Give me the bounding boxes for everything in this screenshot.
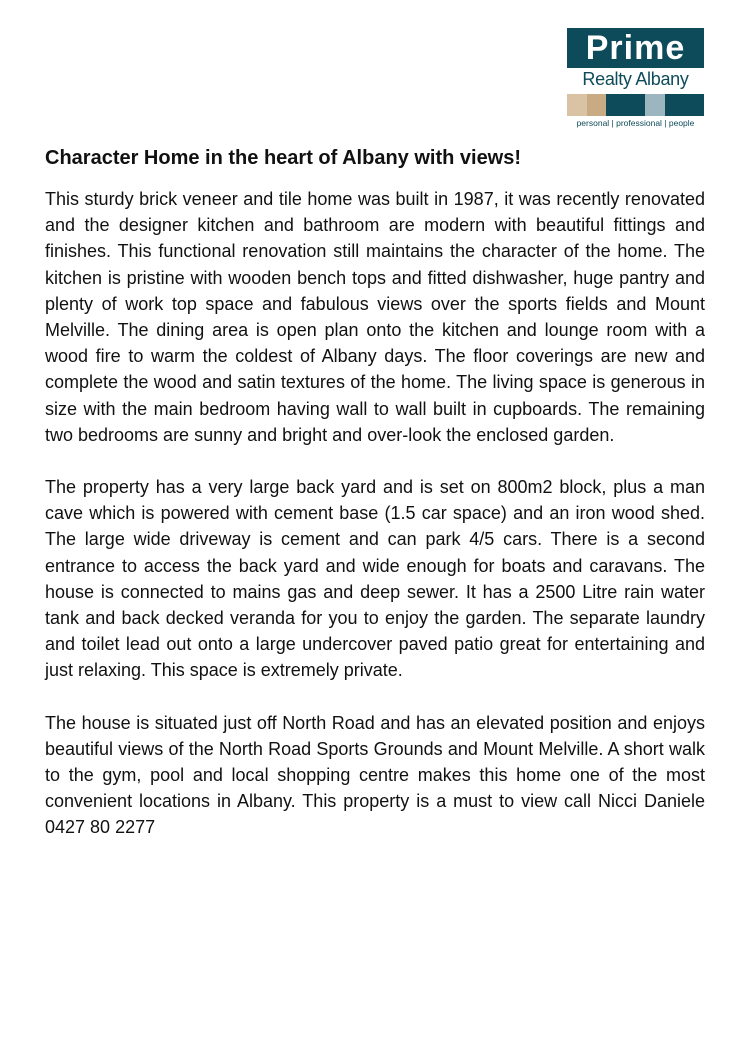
logo-stripe xyxy=(684,94,704,116)
logo-stripe xyxy=(567,94,587,116)
company-logo xyxy=(567,28,704,128)
logo-stripe xyxy=(626,94,646,116)
description-paragraph-2: The property has a very large back yard and is set on 800m2 block, plus a man cave which is powered with cement base (1.5 car space) and an iron wood shed. The large wide driveway is cement and can park 4/5 cars. There is a second entrance to access the back yard and wide enough for boats and caravans. The house is connected to mains gas and deep sewer. It has a 2500 Litre rain water tank and back decked veranda for you to enjoy the garden. The separate laundry and toilet lead out onto a large undercover paved patio great for entertaining and just relaxing. This space is extremely private. xyxy=(45,477,705,681)
listing-description xyxy=(45,186,705,867)
logo-brand: Prime xyxy=(567,28,704,68)
logo-stripe xyxy=(587,94,607,116)
logo-stripe xyxy=(645,94,665,116)
logo-subtitle: Realty Albany xyxy=(582,69,689,89)
description-paragraph-3: The house is situated just off North Road and has an elevated position and enjoys beautiful views of the North Road Sports Grounds and Mount Melville. A short walk to the gym, pool and local shopping centre makes this home one of the most convenient locations in Albany. This property is a must to view call Nicci Daniele 0427 80 2277 xyxy=(45,712,705,838)
description-paragraph-1: This sturdy brick veneer and tile home was built in 1987, it was recently renovated and the designer kitchen and bathroom are modern with beautiful fittings and finishes. This functional renovation still maintains the character of the home. The kitchen is pristine with wooden bench tops and fitted dishwasher, huge pantry and plenty of work top space and fabulous views over the sports fields and Mount Melville. The dining area is open plan onto the kitchen and lounge room with a wood fire to warm the coldest of Albany days. The floor coverings are new and complete the wood and satin textures of the home. The living space is generous in size with the main bedroom having wall to wall built in cupboards. The remaining two bedrooms are sunny and bright and over-look the enclosed garden. xyxy=(45,189,705,445)
logo-tagline: personal | professional | people xyxy=(576,118,695,128)
listing-heading: Character Home in the heart of Albany with views! xyxy=(45,147,522,169)
logo-color-stripes xyxy=(567,94,704,116)
logo-stripe xyxy=(606,94,626,116)
logo-stripe xyxy=(665,94,685,116)
